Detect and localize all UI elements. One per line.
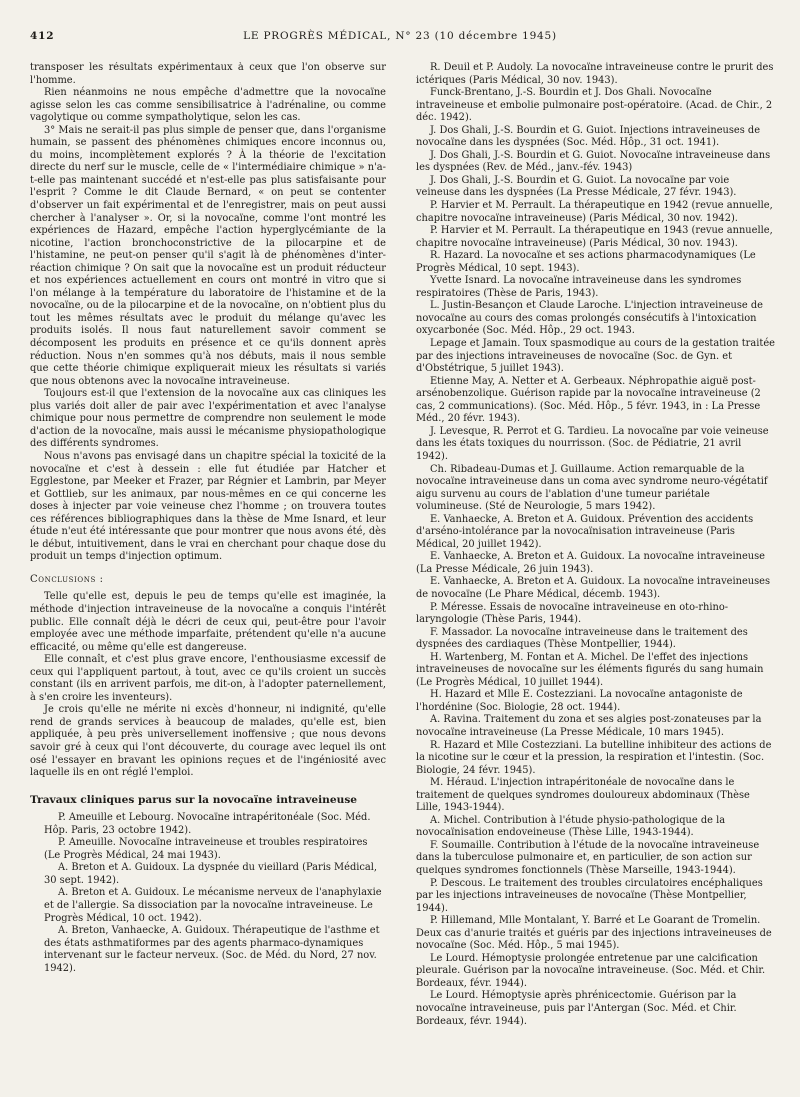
reference-entry: P. Hillemand, Mlle Montalant, Y. Barré et Le Goarant de Tromelin. Deux cas d'anurie traités et guéris par des injections intraveineuses de novocaïne (Soc. Méd. Hôp., 5 mai 1945). xyxy=(416,915,772,952)
reference-entry: R. Deuil et P. Audoly. La novocaïne intraveineuse contre le prurit des ictériques (Paris Médical, 30 nov. 1943). xyxy=(416,62,774,86)
reference-entry: E. Vanhaecke, A. Breton et A. Guidoux. Prévention des accidents d'arséno-intolérance par la novocaïnisation intraveineuse (Paris Médical, 20 juillet 1942). xyxy=(416,513,754,550)
reference-entry: H. Wartenberg, M. Fontan et A. Michel. De l'effet des injections intraveineuses de novocaïne sur les éléments figurés du sang humain (Le Progrès Médical, 10 juillet 1944). xyxy=(416,651,764,688)
reference-entry: R. Hazard. La novocaïne et ses actions pharmacodynamiques (Le Progrès Médical, 10 sept. 1943). xyxy=(416,250,756,274)
running-title: LE PROGRÈS MÉDICAL, N° 23 (10 décembre 1945) xyxy=(243,30,557,42)
reference-list-right xyxy=(402,62,776,1028)
left-column xyxy=(30,62,386,1072)
reference-entry: P. Ameuille. Novocaïne intraveineuse et troubles respiratoires (Le Progrès Médical, 24 mai 1943). xyxy=(44,837,368,861)
body-paragraph: 3° Mais ne serait-il pas plus simple de penser que, dans l'organisme humain, se passent des phénomènes chimiques encore inconnus ou, du moins, incomplètement explorés ? À la théorie de l'excitation directe du nerf sur le muscle, celle de « l'intermédiaire chimique » n'a-t-elle pas maintenant succédé et n'est-elle pas plus satisfaisante pour l'esprit ? Comme le dit Claude Bernard, « on peut se contenter d'observer un fait expérimental et de l'enregistrer, mais on peut aussi chercher à l'analyser ». Or, si la novocaïne, comme l'ont montré les expériences de Hazard, empêche l'action hyperglycémiante de la nicotine, l'action bronchoconstrictive de la pilocarpine et de l'histamine, ne peut-on penser qu'il s'agit là de phénomènes d'inter-réaction chimique ? On sait que la novocaïne est un produit réducteur et nos expériences actuellement en cours ont montré in vitro que si l'on mélange à la température du laboratoire de l'histamine et de la novocaïne, ou de la pilocarpine et de la novocaïne, on n'obtient plus du tout les mêmes résultats avec le produit du mélange qu'avec les produits isolés. Il nous faut naturellement savoir comment se décomposent les produits en présence et ce qu'ils donnent après réduction. Nous n'en sommes qu'à nos débuts, mais il nous semble que cette théorie chimique expliquerait mieux les résultats si variés que nous obtenons avec la novocaïne intraveineuse. xyxy=(30,124,386,387)
reference-entry: E. Vanhaecke, A. Breton et A. Guidoux. La novocaïne intraveineuse (La Presse Médicale, 26 juin 1943). xyxy=(416,551,765,575)
reference-entry: A. Breton et A. Guidoux. Le mécanisme nerveux de l'anaphylaxie et de l'allergie. Sa dissociation par la novocaïne intraveineuse. Le Progrès Médical, 10 oct. 1942). xyxy=(44,887,382,924)
reference-entry: Lepage et Jamain. Toux spasmodique au cours de la gestation traitée par des injections intraveineuses de novocaïne (Soc. de Gyn. et d'Obstétrique, 5 juillet 1943). xyxy=(416,338,775,375)
reference-entry: P. Méresse. Essais de novocaïne intraveineuse en oto-rhino-laryngologie (Thèse Paris, 1944). xyxy=(416,601,729,626)
reference-entry: A. Breton, Vanhaecke, A. Guidoux. Thérapeutique de l'asthme et des états asthmatiformes par des agents pharmaco-dynamiques intervenant sur le facteur nerveux. (Soc. de Méd. du Nord, 27 nov. 1942). xyxy=(44,925,380,974)
reference-entry: A. Michel. Contribution à l'étude physio-pathologique de la novocaïnisation endoveineuse (Thèse Lille, 1943-1944). xyxy=(416,814,726,839)
reference-entry: H. Hazard et Mlle E. Costezziani. La novocaïne antagoniste de l'hordénine (Soc. Biologie, 28 oct. 1944). xyxy=(416,689,743,713)
reference-list-left xyxy=(30,812,386,975)
reference-entry: J. Dos Ghali, J.-S. Bourdin et G. Guiot. La novocaïne par voie veineuse dans les dyspnées (La Presse Médicale, 27 févr. 1943). xyxy=(416,174,737,199)
reference-entry: R. Hazard et Mlle Costezziani. La butelline inhibiteur des actions de la nicotine sur le cœur et la pression, la respiration et l'intestin. (Soc. Biologie, 24 févr. 1945). xyxy=(416,739,772,776)
reference-entry: A. Breton et A. Guidoux. La dyspnée du vieillard (Paris Médical, 30 sept. 1942). xyxy=(44,862,378,886)
body-paragraph: Rien néanmoins ne nous empêche d'admettre que la novocaïne agisse selon les cas comme sensibilisatrice à l'adrénaline, ou comme vagolytique ou comme sympatholytique, selon les cas. xyxy=(30,87,386,124)
body-paragraph: transposer les résultats expérimentaux à ceux que l'on observe sur l'homme. xyxy=(30,62,386,86)
reference-entry: A. Ravina. Traitement du zona et ses algies post-zonateuses par la novocaïne intraveineuse (La Presse Médicale, 10 mars 1945). xyxy=(416,714,762,738)
reference-entry: J. Levesque, R. Perrot et G. Tardieu. La novocaïne par voie veineuse dans les états toxiques du nourrisson. (Soc. de Pédiatrie, 21 avril 1942). xyxy=(416,425,769,462)
reference-entry: P. Harvier et M. Perrault. La thérapeutique en 1942 (revue annuelle, chapitre novocaïne intraveineuse) (Paris Médical, 30 nov. 1942). xyxy=(416,200,773,224)
reference-entry: Funck-Brentano, J.-S. Bourdin et J. Dos Ghali. Novocaïne intraveineuse et embolie pulmonaire post-opératoire. (Acad. de Chir., 2 déc. 1942). xyxy=(416,87,773,124)
conclusion-paragraph: Elle connaît, et c'est plus grave encore, l'enthousiasme excessif de ceux qui l'appliquent partout, à tout, avec ce qu'ils croient un succès constant (ils en arrivent parfois, me dit-on, à l'adopter paternellement, à s'en croire les inventeurs). xyxy=(30,654,386,703)
reference-entry: P. Ameuille et Lebourg. Novocaïne intrapéritonéale (Soc. Méd. Hôp. Paris, 23 octobre 1942). xyxy=(44,812,371,836)
reference-entry: J. Dos Ghali, J.-S. Bourdin et G. Guiot. Novocaïne intraveineuse dans les dyspnées (Rev. de Méd., janv.-fév. 1943) xyxy=(416,149,771,174)
reference-entry: Yvette Isnard. La novocaïne intraveineuse dans les syndromes respiratoires (Thèse de Paris, 1943). xyxy=(416,275,742,299)
running-head xyxy=(30,30,770,46)
right-column xyxy=(402,62,776,1072)
reference-entry: F. Soumaille. Contribution à l'étude de la novocaïne intraveineuse dans la tuberculose pulmonaire et, en particulier, de son action sur quelques syndromes fonctionnels (Thèse Marseille, 1943-1944). xyxy=(416,839,760,876)
reference-entry: E. Vanhaecke, A. Breton et A. Guidoux. La novocaïne intraveineuses de novocaïne (Le Phare Médical, décemb. 1943). xyxy=(416,576,771,600)
body-paragraph: Nous n'avons pas envisagé dans un chapitre spécial la toxicité de la novocaïne et c'est à dessein : elle fut étudiée par Hatcher et Egglestone, par Meeker et Frazer, par Régnier et Lambrin, par Meyer et Gottlieb, sur les animaux, par nous-mêmes en ce qui concerne les doses à injecter par voie veineuse chez l'homme ; on trouvera toutes ces références bibliographiques dans la thèse de Mme Isnard, et leur étude n'eut été intéressante que pour montrer que nous avons été, dès le début, intuitivement, dans le vrai en cherchant pour chaque dose du produit un temps d'injection optimum. xyxy=(30,450,386,563)
conclusions-heading: Conclusions : xyxy=(30,573,104,585)
reference-entry: L. Justin-Besançon et Claude Laroche. L'injection intraveineuse de novocaïne au cours des comas prolongés consécutifs à l'intoxication oxycarbonée (Soc. Méd. Hôp., 29 oct. 1943. xyxy=(416,300,763,337)
conclusion-paragraph: Je crois qu'elle ne mérite ni excès d'honneur, ni indignité, qu'elle rend de grands services à beaucoup de malades, qu'elle est, bien appliquée, à peu près universellement inoffensive ; que nous devons savoir gré à ceux qui l'ont découverte, du courage avec lequel ils ont osé l'essayer en bravant les opinions reçues et de l'ingéniosité avec laquelle ils en ont réglé l'emploi. xyxy=(30,704,386,779)
reference-entry: P. Harvier et M. Perrault. La thérapeutique en 1943 (revue annuelle, chapitre novocaïne intraveineuse) (Paris Médical, 30 nov. 1943). xyxy=(416,225,773,249)
reference-entry: Etienne May, A. Netter et A. Gerbeaux. Néphropathie aiguë post-arsénobenzolique. Guérison rapide par la novocaïne intraveineuse (2 cas, 2 communications). (Soc. Méd. Hôp., 5 févr. 1943, in : La Presse Méd., 20 févr. 1943). xyxy=(416,375,761,425)
body-paragraph: Toujours est-il que l'extension de la novocaïne aux cas cliniques les plus variés doit aller de pair avec l'expérimentation et avec l'analyse chimique pour nous permettre de comprendre non seulement le mode d'action de la novocaïne, mais aussi le mécanisme physiopathologique des différents syndromes. xyxy=(30,388,386,450)
reference-entry: Ch. Ribadeau-Dumas et J. Guillaume. Action remarquable de la novocaïne intraveineuse dans un coma avec syndrome neuro-végétatif aigu survenu au cours de l'ablation d'une tumeur pariétale volumineuse. (Sté de Neurologie, 5 mars 1942). xyxy=(416,463,768,513)
reference-entry: P. Descous. Le traitement des troubles circulatoires encéphaliques par les injections intraveineuses de novocaïne (Thèse Montpellier, 1944). xyxy=(416,877,763,914)
reference-entry: J. Dos Ghali, J.-S. Bourdin et G. Guiot. Injections intraveineuses de novocaïne dans les dyspnées (Soc. Méd. Hôp., 31 oct. 1941). xyxy=(416,124,761,149)
reference-entry: F. Massador. La novocaïne intraveineuse dans le traitement des dyspnées des cardiaques (Thèse Montpellier, 1944). xyxy=(416,626,748,651)
references-heading: Travaux cliniques parus sur la novocaïne intraveineuse xyxy=(30,793,358,806)
conclusion-paragraph: Telle qu'elle est, depuis le peu de temps qu'elle est imaginée, la méthode d'injection intraveineuse de la novocaïne a conquis l'intérêt public. Elle connaît déjà le décri de ceux qui, peut-être pour l'avoir employée avec une méthode imparfaite, prétendent qu'elle n'a aucune efficacité, ou même qu'elle est dangereuse. xyxy=(30,591,386,653)
reference-entry: M. Héraud. L'injection intrapéritonéale de novocaïne dans le traitement de quelques syndromes douloureux abdominaux (Thèse Lille, 1943-1944). xyxy=(416,777,750,814)
reference-entry: Le Lourd. Hémoptysie après phrénicectomie. Guérison par la novocaïne intraveineuse, puis par l'Antergan (Soc. Méd. et Chir. Bordeaux, févr. 1944). xyxy=(416,990,737,1027)
page-number: 412 xyxy=(30,30,55,42)
reference-entry: Le Lourd. Hémoptysie prolongée entretenue par une calcification pleurale. Guérison par la novocaïne intraveineuse. (Soc. Méd. et Chir. Bordeaux, févr. 1944). xyxy=(416,952,766,989)
